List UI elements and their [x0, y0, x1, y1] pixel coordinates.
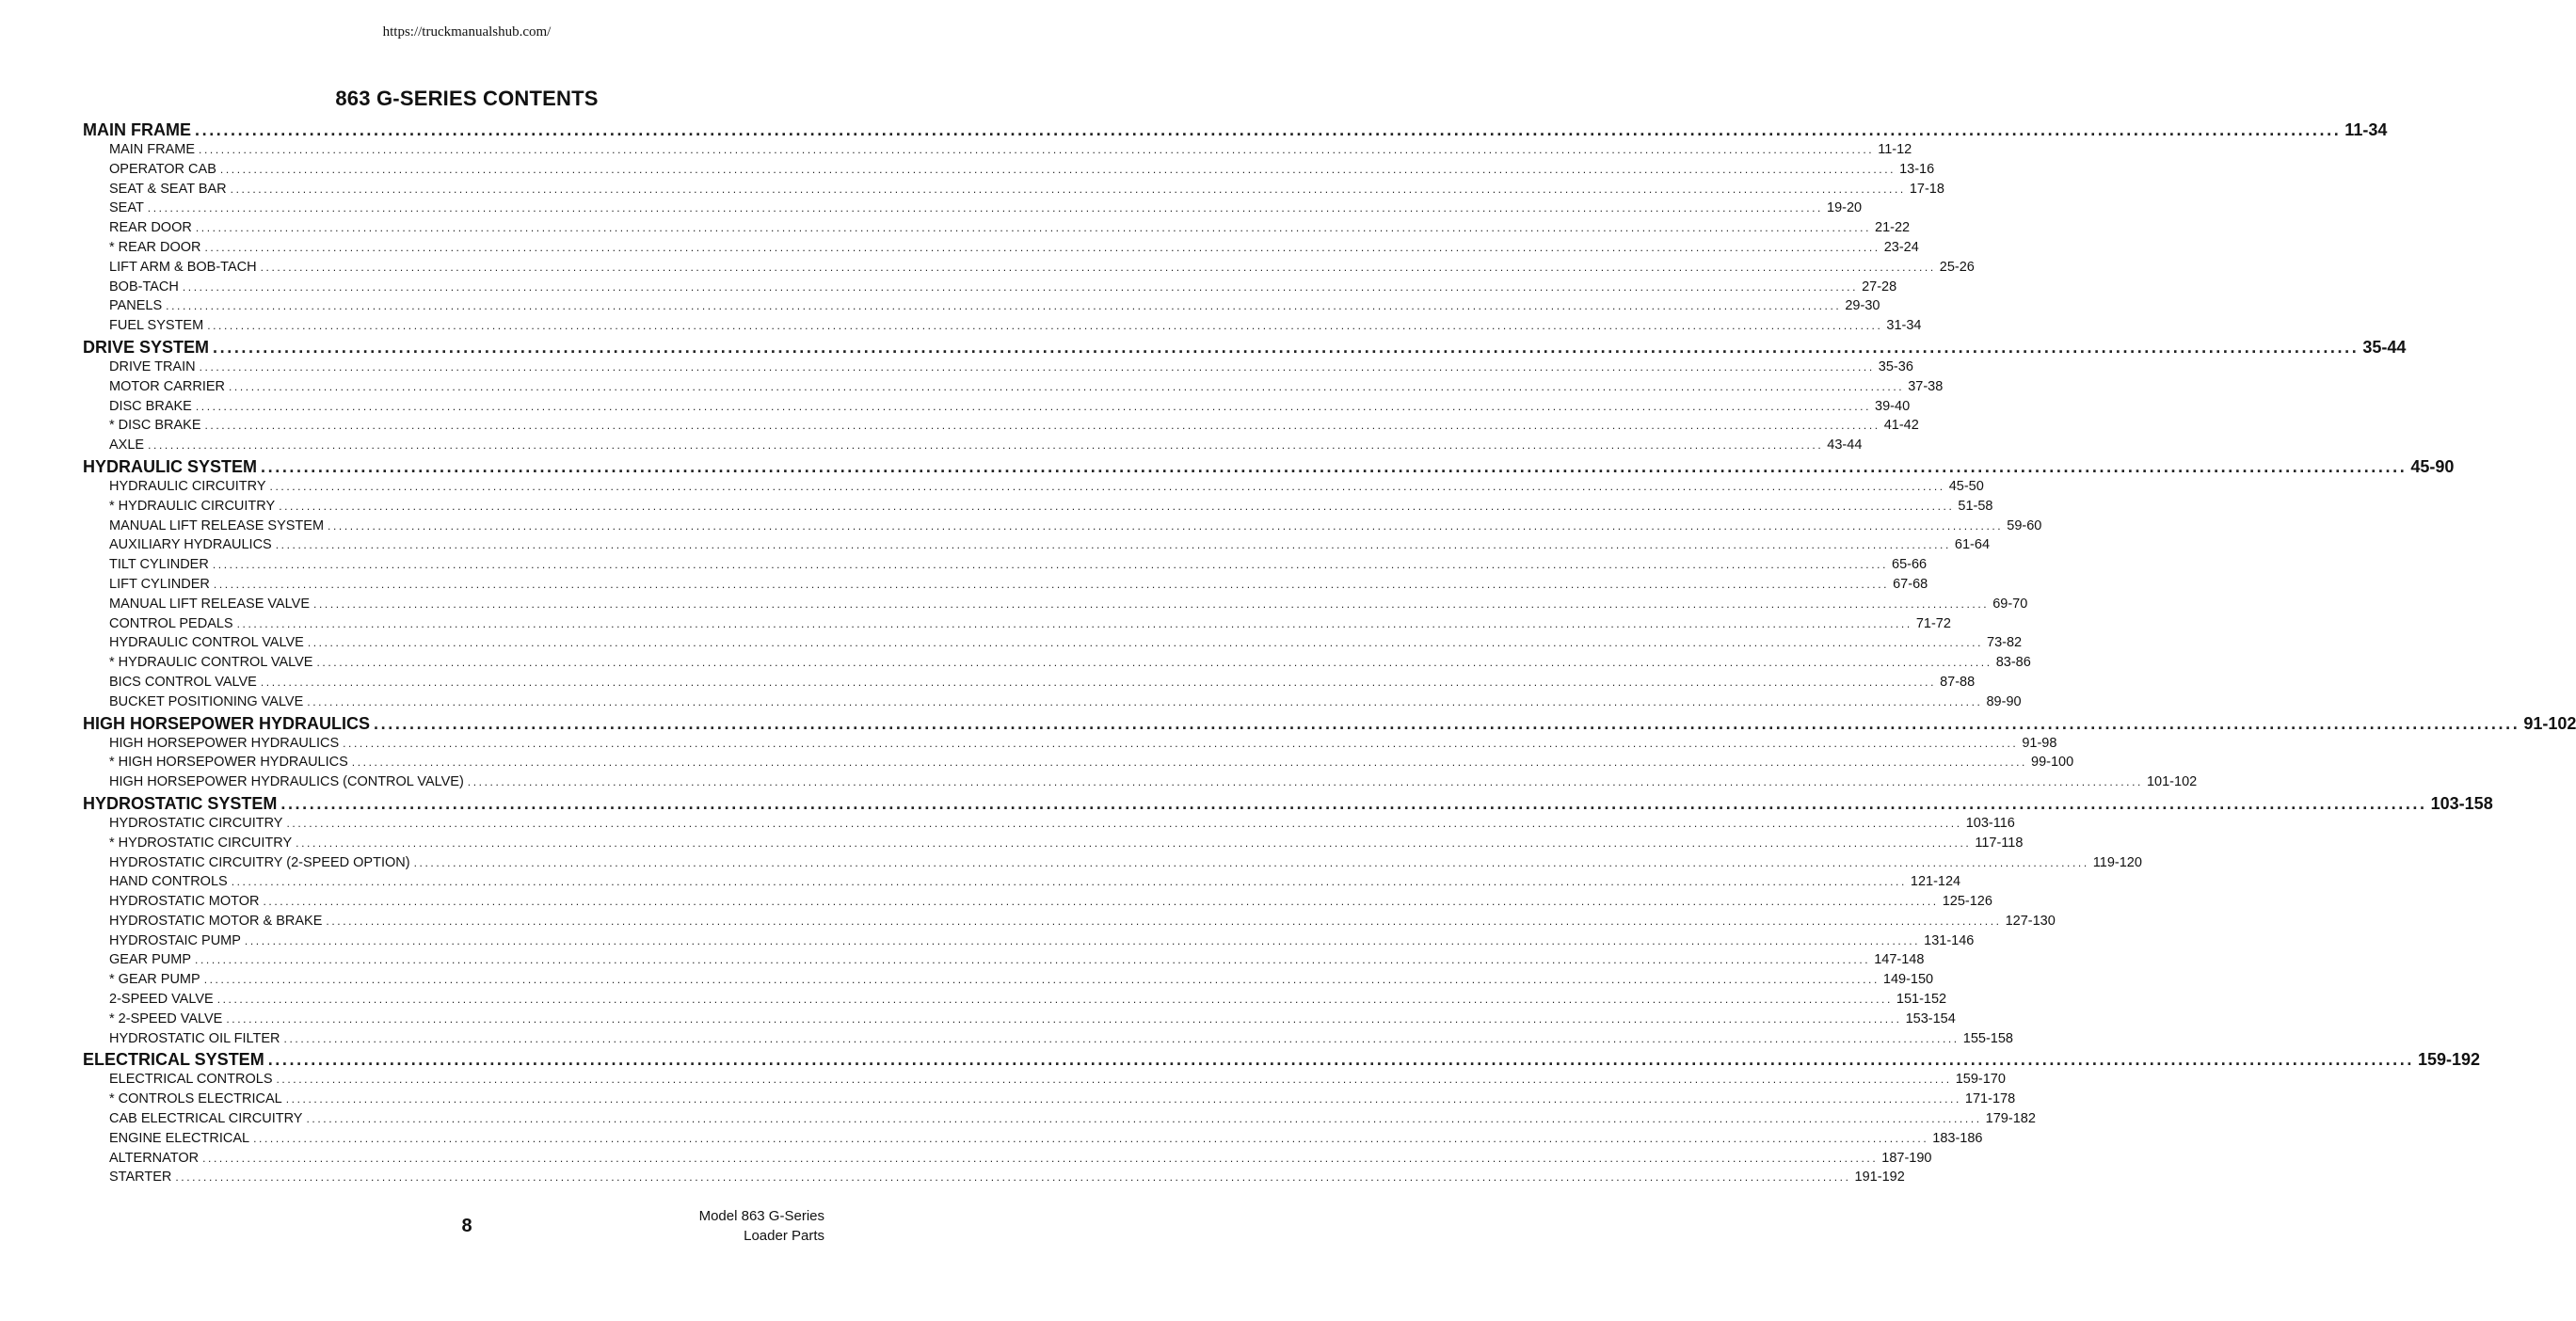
toc-section-heading-pages: 91-102: [2523, 713, 2576, 733]
toc-entry[interactable]: [83, 1029, 2013, 1049]
toc-entry-pages: 41-42: [1883, 418, 1919, 434]
dot-leader: ............................................................................................................................................................................................................................................................................................................: [229, 379, 1905, 393]
toc-entry[interactable]: [83, 358, 1913, 377]
toc-entry[interactable]: [83, 653, 2031, 673]
toc-entry-pages: 187-190: [1881, 1150, 1932, 1166]
toc-entry-pages: 89-90: [1986, 693, 2022, 709]
toc-entry-label: ELECTRICAL CONTROLS: [109, 1072, 273, 1088]
toc-entry-pages: 61-64: [1954, 537, 1991, 553]
source-url[interactable]: https://truckmanualshub.com/: [382, 24, 552, 40]
toc-entry-label: LIFT ARM & BOB-TACH: [109, 259, 257, 275]
toc-entry-pages: 191-192: [1854, 1170, 1905, 1186]
toc-entry-pages: 59-60: [2007, 517, 2042, 533]
toc-section-heading-pages: 45-90: [2410, 456, 2455, 476]
page-number: 8: [461, 1216, 472, 1236]
dot-leader: ............................................................................................................................................................................................................................................................................................................: [195, 399, 1872, 413]
toc-entry[interactable]: [83, 1129, 1983, 1149]
dot-leader: ............................................................................................................................................................................................................................................................................................................: [316, 656, 1992, 670]
dot-leader: ............................................................................................................................................................................................................................................................................................................: [260, 260, 1936, 274]
toc-entry-label: HIGH HORSEPOWER HYDRAULICS (CONTROL VALVE): [109, 774, 464, 790]
toc-entry-pages: 27-28: [1862, 279, 1897, 294]
toc-entry-label: HYDROSTATIC MOTOR & BRAKE: [109, 913, 323, 929]
dot-leader: ............................................................................................................................................................................................................................................................................................................: [212, 558, 1889, 572]
toc-entry-label: BUCKET POSITIONING VALVE: [109, 693, 304, 709]
toc-entry-pages: 183-186: [1932, 1130, 1983, 1146]
toc-entry[interactable]: [83, 990, 1947, 1010]
toc-section-heading-pages: 11-34: [2344, 120, 2388, 139]
toc-entry-pages: 125-126: [1942, 894, 1992, 910]
toc-entry[interactable]: [83, 912, 2056, 931]
toc-entry-pages: 87-88: [1940, 674, 1976, 690]
toc-entry[interactable]: [83, 692, 2022, 712]
toc-section-heading[interactable]: [83, 456, 2455, 477]
dot-leader: ............................................................................................................................................................................................................................................................................................................: [195, 953, 1871, 967]
dot-leader: ............................................................................................................................................................................................................................................................................................................: [307, 636, 1984, 650]
toc-entry-pages: 39-40: [1875, 398, 1911, 414]
toc-section-heading-pages: 103-158: [2430, 793, 2493, 813]
toc-entry-label: AUXILIARY HYDRAULICS: [109, 537, 272, 553]
toc-entry[interactable]: [83, 834, 2024, 853]
dot-leader: ............................................................................................................................................................................................................................................................................................................: [275, 538, 1951, 552]
toc-entry-label: HAND CONTROLS: [109, 874, 228, 890]
dot-leader: ............................................................................................................................................................................................................................................................................................................: [231, 875, 1907, 889]
toc-section-heading-label: HIGH HORSEPOWER HYDRAULICS: [83, 713, 371, 733]
toc-entry-label: HIGH HORSEPOWER HYDRAULICS: [109, 735, 340, 751]
dot-leader: ............................................................................................................................................................................................................................................................................................................: [204, 419, 1880, 433]
table-of-contents: [83, 119, 2576, 1187]
toc-section-heading-label: HYDROSTATIC SYSTEM: [83, 793, 278, 813]
toc-entry-label: MANUAL LIFT RELEASE VALVE: [109, 596, 311, 612]
dot-leader: ............................................................................................................................................................................................................................................................................................................: [216, 993, 1893, 1007]
toc-entry-label: DRIVE TRAIN: [109, 358, 196, 374]
toc-entry-label: REAR DOOR: [109, 220, 192, 236]
toc-entry-label: BOB-TACH: [109, 279, 179, 294]
dot-leader: ............................................................................................................................................................................................................................................................................................................: [374, 713, 2520, 733]
toc-entry[interactable]: [83, 595, 2028, 614]
toc-entry[interactable]: [83, 296, 1880, 316]
toc-entry[interactable]: [83, 377, 1944, 397]
toc-entry-pages: 19-20: [1827, 200, 1863, 216]
dot-leader: ............................................................................................................................................................................................................................................................................................................: [236, 616, 1912, 630]
toc-entry[interactable]: [83, 1090, 2016, 1109]
toc-section-heading-pages: 159-192: [2417, 1050, 2481, 1070]
toc-section-heading-label: MAIN FRAME: [83, 120, 191, 139]
dot-leader: ............................................................................................................................................................................................................................................................................................................: [313, 597, 1990, 611]
toc-entry[interactable]: [83, 397, 1911, 417]
toc-section-heading-label: HYDRAULIC SYSTEM: [83, 456, 258, 476]
toc-entry[interactable]: [83, 258, 1975, 278]
toc-entry-pages: 45-50: [1948, 478, 1984, 494]
toc-section-heading-pages: 35-44: [2362, 337, 2407, 357]
toc-entry-pages: 151-152: [1896, 992, 1947, 1008]
toc-entry-pages: 29-30: [1845, 298, 1880, 314]
toc-section-heading-label: DRIVE SYSTEM: [83, 337, 210, 357]
toc-entry[interactable]: [83, 180, 1944, 199]
page-title: 863 G-SERIES CONTENTS: [335, 87, 599, 110]
toc-entry[interactable]: [83, 160, 1935, 180]
toc-entry-pages: 23-24: [1883, 239, 1919, 255]
dot-leader: ............................................................................................................................................................................................................................................................................................................: [296, 836, 1972, 850]
toc-entry[interactable]: [83, 853, 2142, 873]
toc-entry[interactable]: [83, 416, 1919, 436]
toc-entry-label: TILT CYLINDER: [109, 557, 209, 573]
toc-entry-label: HYDRAULIC CIRCUITRY: [109, 478, 266, 494]
toc-entry-pages: 35-36: [1878, 358, 1913, 374]
dot-leader: ............................................................................................................................................................................................................................................................................................................: [343, 736, 2019, 750]
dot-leader: ............................................................................................................................................................................................................................................................................................................: [285, 1092, 1961, 1106]
toc-entry-label: HYDROSTATIC CIRCUITRY (2-SPEED OPTION): [109, 854, 410, 870]
toc-entry-label: CONTROL PEDALS: [109, 615, 233, 631]
toc-entry-pages: 25-26: [1939, 259, 1975, 275]
toc-entry-label: HYDROSTAIC PUMP: [109, 932, 241, 948]
toc-entry[interactable]: [83, 772, 2198, 792]
toc-entry[interactable]: [83, 1168, 1905, 1187]
dot-leader: ............................................................................................................................................................................................................................................................................................................: [203, 973, 1880, 987]
toc-entry[interactable]: [83, 950, 1925, 970]
dot-leader: ............................................................................................................................................................................................................................................................................................................: [280, 793, 2427, 813]
dot-leader: ............................................................................................................................................................................................................................................................................................................: [213, 337, 2360, 357]
dot-leader: ............................................................................................................................................................................................................................................................................................................: [328, 518, 2004, 533]
toc-entry[interactable]: [83, 734, 2057, 754]
model-line-1: Model 863 G-Series: [698, 1208, 824, 1224]
toc-entry[interactable]: [83, 140, 1912, 160]
toc-entry-label: * HYDRAULIC CONTROL VALVE: [109, 655, 313, 671]
toc-entry-pages: 73-82: [1987, 635, 2023, 651]
toc-entry-pages: 179-182: [1985, 1111, 2036, 1127]
dot-leader: ............................................................................................................................................................................................................................................................................................................: [253, 1131, 1929, 1145]
toc-entry-label: LIFT CYLINDER: [109, 576, 210, 592]
toc-entry[interactable]: [83, 218, 1911, 238]
toc-entry-label: * HYDRAULIC CIRCUITRY: [109, 498, 276, 514]
toc-entry-pages: 11-12: [1878, 142, 1912, 157]
toc-entry-label: OPERATOR CAB: [109, 161, 216, 177]
toc-entry-label: STARTER: [109, 1170, 172, 1186]
dot-leader: ............................................................................................................................................................................................................................................................................................................: [195, 120, 2342, 139]
toc-entry-label: * 2-SPEED VALVE: [109, 1011, 223, 1027]
toc-entry[interactable]: [83, 614, 1951, 634]
toc-entry-pages: 83-86: [1995, 655, 2031, 671]
dot-leader: ............................................................................................................................................................................................................................................................................................................: [195, 221, 1872, 235]
toc-entry[interactable]: [83, 535, 1991, 555]
toc-entry-label: * CONTROLS ELECTRICAL: [109, 1091, 282, 1107]
toc-entry-label: * HYDROSTATIC CIRCUITRY: [109, 835, 293, 851]
toc-entry-pages: 171-178: [1964, 1091, 2016, 1107]
dot-leader: ............................................................................................................................................................................................................................................................................................................: [219, 162, 1896, 176]
dot-leader: ............................................................................................................................................................................................................................................................................................................: [351, 756, 2027, 770]
toc-entry[interactable]: [83, 931, 1975, 951]
toc-entry-pages: 65-66: [1892, 557, 1928, 573]
toc-entry-label: SEAT: [109, 200, 144, 216]
toc-entry[interactable]: [83, 278, 1897, 297]
toc-entry-label: MANUAL LIFT RELEASE SYSTEM: [109, 517, 325, 533]
dot-leader: ............................................................................................................................................................................................................................................................................................................: [182, 279, 1859, 294]
toc-entry[interactable]: [83, 199, 1863, 218]
toc-entry-pages: 67-68: [1893, 576, 1928, 592]
toc-entry-label: HYDROSTATIC CIRCUITRY: [109, 815, 283, 831]
dot-leader: ............................................................................................................................................................................................................................................................................................................: [230, 182, 1906, 196]
toc-entry-pages: 51-58: [1958, 498, 1993, 514]
toc-entry-label: SEAT & SEAT BAR: [109, 181, 227, 197]
toc-entry[interactable]: [83, 1070, 2006, 1090]
toc-entry-pages: 159-170: [1955, 1072, 2006, 1088]
toc-entry-label: * REAR DOOR: [109, 239, 201, 255]
toc-entry[interactable]: [83, 1149, 1932, 1169]
dot-leader: ............................................................................................................................................................................................................................................................................................................: [267, 1050, 2414, 1070]
toc-entry-label: ENGINE ELECTRICAL: [109, 1130, 250, 1146]
toc-entry-pages: 131-146: [1924, 932, 1975, 948]
model-line-2: Loader Parts: [744, 1228, 824, 1244]
dot-leader: ............................................................................................................................................................................................................................................................................................................: [213, 577, 1890, 591]
toc-entry-label: FUEL SYSTEM: [109, 318, 204, 334]
toc-entry-label: 2-SPEED VALVE: [109, 992, 214, 1008]
dot-leader: ............................................................................................................................................................................................................................................................................................................: [147, 201, 1823, 215]
toc-entry[interactable]: [83, 970, 1934, 990]
dot-leader: ............................................................................................................................................................................................................................................................................................................: [244, 933, 1921, 947]
toc-entry-pages: 149-150: [1882, 972, 1934, 988]
toc-entry[interactable]: [83, 753, 2074, 772]
dot-leader: ............................................................................................................................................................................................................................................................................................................: [263, 895, 1939, 909]
toc-entry-pages: 91-98: [2022, 735, 2057, 751]
dot-leader: ............................................................................................................................................................................................................................................................................................................: [283, 1031, 1960, 1045]
dot-leader: ............................................................................................................................................................................................................................................................................................................: [261, 456, 2408, 476]
dot-leader: ............................................................................................................................................................................................................................................................................................................: [207, 319, 1883, 333]
toc-entry[interactable]: [83, 814, 2015, 834]
toc-entry[interactable]: [83, 633, 2023, 653]
toc-entry[interactable]: [83, 316, 1922, 336]
toc-entry-label: MAIN FRAME: [109, 142, 196, 157]
dot-leader: ............................................................................................................................................................................................................................................................................................................: [175, 1170, 1851, 1185]
toc-entry-label: PANELS: [109, 298, 163, 314]
toc-entry-label: GEAR PUMP: [109, 952, 192, 968]
dot-leader: ............................................................................................................................................................................................................................................................................................................: [286, 816, 1962, 830]
dot-leader: ............................................................................................................................................................................................................................................................................................................: [467, 775, 2143, 789]
toc-entry[interactable]: [83, 477, 1984, 497]
toc-entry-pages: 103-116: [1965, 815, 2015, 831]
toc-entry-pages: 121-124: [1910, 874, 1961, 890]
toc-section-heading-label: ELECTRICAL SYSTEM: [83, 1050, 264, 1070]
toc-entry-label: HYDROSTATIC MOTOR: [109, 894, 260, 910]
dot-leader: ............................................................................................................................................................................................................................................................................................................: [307, 694, 1983, 708]
toc-entry-label: AXLE: [109, 438, 145, 454]
toc-entry-pages: 43-44: [1827, 438, 1863, 454]
toc-entry-pages: 31-34: [1886, 318, 1922, 334]
toc-entry[interactable]: [83, 892, 1992, 912]
toc-entry-label: * GEAR PUMP: [109, 972, 200, 988]
toc-entry[interactable]: [83, 1109, 2036, 1129]
toc-section-heading[interactable]: [83, 1049, 2481, 1070]
toc-entry-label: ALTERNATOR: [109, 1150, 200, 1166]
toc-entry[interactable]: [83, 436, 1863, 455]
dot-leader: ............................................................................................................................................................................................................................................................................................................: [166, 299, 1842, 313]
toc-entry-pages: 127-130: [2005, 913, 2056, 929]
dot-leader: ............................................................................................................................................................................................................................................................................................................: [199, 359, 1875, 374]
model-caption: [699, 1206, 824, 1246]
dot-leader: ............................................................................................................................................................................................................................................................................................................: [326, 914, 2002, 928]
toc-entry-pages: 155-158: [1962, 1030, 2013, 1046]
toc-entry-pages: 17-18: [1909, 181, 1944, 197]
toc-entry[interactable]: [83, 1010, 1956, 1029]
dot-leader: ............................................................................................................................................................................................................................................................................................................: [226, 1011, 1902, 1026]
toc-entry[interactable]: [83, 497, 1993, 517]
toc-entry-label: * HIGH HORSEPOWER HYDRAULICS: [109, 755, 348, 771]
toc-entry-pages: 119-120: [2092, 854, 2142, 870]
toc-section-heading[interactable]: [83, 337, 2407, 358]
dot-leader: ............................................................................................................................................................................................................................................................................................................: [204, 240, 1880, 254]
toc-entry-pages: 37-38: [1908, 378, 1944, 394]
toc-entry-label: MOTOR CARRIER: [109, 378, 225, 394]
dot-leader: ............................................................................................................................................................................................................................................................................................................: [202, 1151, 1879, 1165]
toc-entry[interactable]: [83, 872, 1961, 892]
toc-entry-pages: 147-148: [1874, 952, 1925, 968]
dot-leader: ............................................................................................................................................................................................................................................................................................................: [199, 143, 1875, 156]
toc-entry[interactable]: [83, 517, 2042, 536]
toc-entry-label: * DISC BRAKE: [109, 418, 201, 434]
toc-section-heading[interactable]: [83, 713, 2576, 734]
toc-section-heading[interactable]: [83, 119, 2388, 140]
dot-leader: ............................................................................................................................................................................................................................................................................................................: [306, 1112, 1982, 1126]
dot-leader: ............................................................................................................................................................................................................................................................................................................: [413, 855, 2089, 869]
toc-entry[interactable]: [83, 555, 1928, 575]
toc-entry-pages: 71-72: [1915, 615, 1951, 631]
toc-entry-label: CAB ELECTRICAL CIRCUITRY: [109, 1111, 303, 1127]
toc-entry-pages: 21-22: [1875, 220, 1911, 236]
toc-section-heading[interactable]: [83, 793, 2493, 814]
dot-leader: ............................................................................................................................................................................................................................................................................................................: [279, 499, 1955, 513]
toc-entry-label: DISC BRAKE: [109, 398, 192, 414]
toc-entry[interactable]: [83, 575, 1928, 595]
dot-leader: ............................................................................................................................................................................................................................................................................................................: [260, 675, 1937, 689]
toc-entry-pages: 153-154: [1905, 1011, 1956, 1027]
toc-entry-label: HYDRAULIC CONTROL VALVE: [109, 635, 304, 651]
toc-entry[interactable]: [83, 673, 1976, 692]
toc-entry[interactable]: [83, 238, 1919, 258]
toc-entry-pages: 117-118: [1975, 835, 2024, 851]
toc-entry-label: BICS CONTROL VALVE: [109, 674, 257, 690]
dot-leader: ............................................................................................................................................................................................................................................................................................................: [269, 479, 1945, 493]
toc-entry-label: HYDROSTATIC OIL FILTER: [109, 1030, 280, 1046]
toc-entry-pages: 101-102: [2146, 774, 2198, 790]
dot-leader: ............................................................................................................................................................................................................................................................................................................: [276, 1073, 1952, 1087]
toc-entry-pages: 13-16: [1899, 161, 1935, 177]
toc-entry-pages: 69-70: [1992, 596, 2028, 612]
dot-leader: ............................................................................................................................................................................................................................................................................................................: [148, 438, 1824, 453]
toc-entry-pages: 99-100: [2031, 755, 2074, 771]
